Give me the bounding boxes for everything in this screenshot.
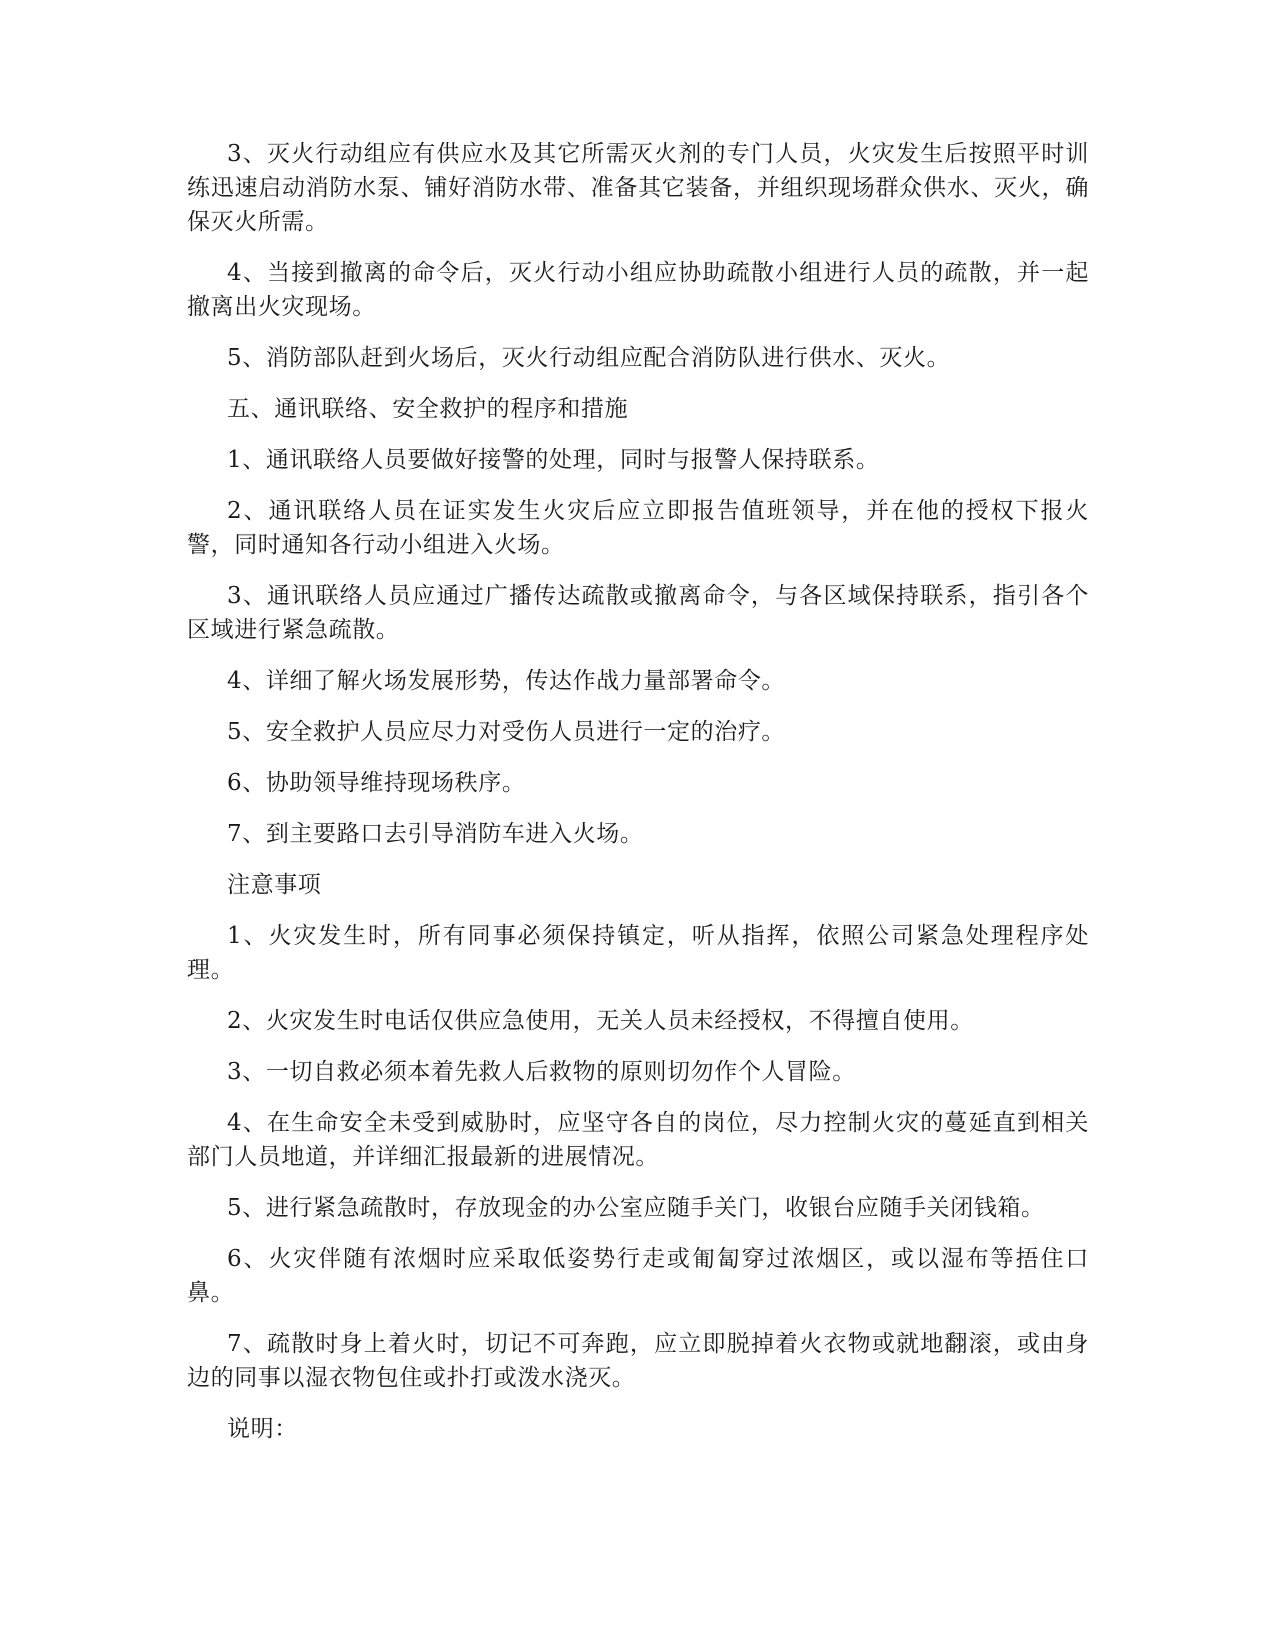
- paragraph-note-6: 6、火灾伴随有浓烟时应采取低姿势行走或匍匐穿过浓烟区，或以湿布等捂住口鼻。: [187, 1246, 1089, 1306]
- paragraph-fire-brigade-cooperation: 5、消防部队赶到火场后，灭火行动组应配合消防队进行供水、灭火。: [227, 345, 951, 371]
- paragraph-communication-6: 6、协助领导维持现场秩序。: [227, 770, 526, 796]
- paragraph-communication-4: 4、详细了解火场发展形势，传达作战力量部署命令。: [227, 668, 786, 694]
- paragraph-evacuation-assist: 4、当接到撤离的命令后，灭火行动小组应协助疏散小组进行人员的疏散，并一起撤离出火灾现场。: [187, 260, 1089, 320]
- paragraph-note-4: 4、在生命安全未受到威胁时，应坚守各自的岗位，尽力控制火灾的蔓延直到相关部门人员地道，并详细汇报最新的进展情况。: [187, 1110, 1089, 1170]
- paragraph-communication-5: 5、安全救护人员应尽力对受伤人员进行一定的治疗。: [227, 719, 786, 745]
- paragraph-fire-action-water-supply: 3、灭火行动组应有供应水及其它所需灭火剂的专门人员，火灾发生后按照平时训练迅速启动消防水泵、铺好消防水带、准备其它装备，并组织现场群众供水、灭火，确保灭火所需。: [187, 141, 1089, 235]
- paragraph-communication-2: 2、通讯联络人员在证实发生火灾后应立即报告值班领导，并在他的授权下报火警，同时通知各行动小组进入火场。: [187, 498, 1089, 558]
- paragraph-note-7: 7、疏散时身上着火时，切记不可奔跑，应立即脱掉着火衣物或就地翻滚，或由身边的同事以湿衣物包住或扑打或泼水浇灭。: [187, 1331, 1089, 1391]
- section-heading-notes: 注意事项: [227, 872, 322, 898]
- paragraph-communication-1: 1、通讯联络人员要做好接警的处理，同时与报警人保持联系。: [227, 447, 880, 473]
- document-body: [187, 137, 1089, 1463]
- section-heading-communication: 五、通讯联络、安全救护的程序和措施: [227, 396, 629, 422]
- paragraph-communication-3: 3、通讯联络人员应通过广播传达疏散或撤离命令，与各区域保持联系，指引各个区域进行紧急疏散。: [187, 583, 1089, 643]
- paragraph-note-1: 1、火灾发生时，所有同事必须保持镇定，听从指挥，依照公司紧急处理程序处理。: [187, 923, 1089, 983]
- section-heading-explanation: 说明：: [227, 1416, 298, 1442]
- paragraph-note-3: 3、一切自救必须本着先救人后救物的原则切勿作个人冒险。: [227, 1059, 856, 1085]
- paragraph-communication-7: 7、到主要路口去引导消防车进入火场。: [227, 821, 644, 847]
- paragraph-note-5: 5、进行紧急疏散时，存放现金的办公室应随手关门，收银台应随手关闭钱箱。: [227, 1195, 1045, 1221]
- paragraph-note-2: 2、火灾发生时电话仅供应急使用，无关人员未经授权，不得擅自使用。: [227, 1008, 974, 1034]
